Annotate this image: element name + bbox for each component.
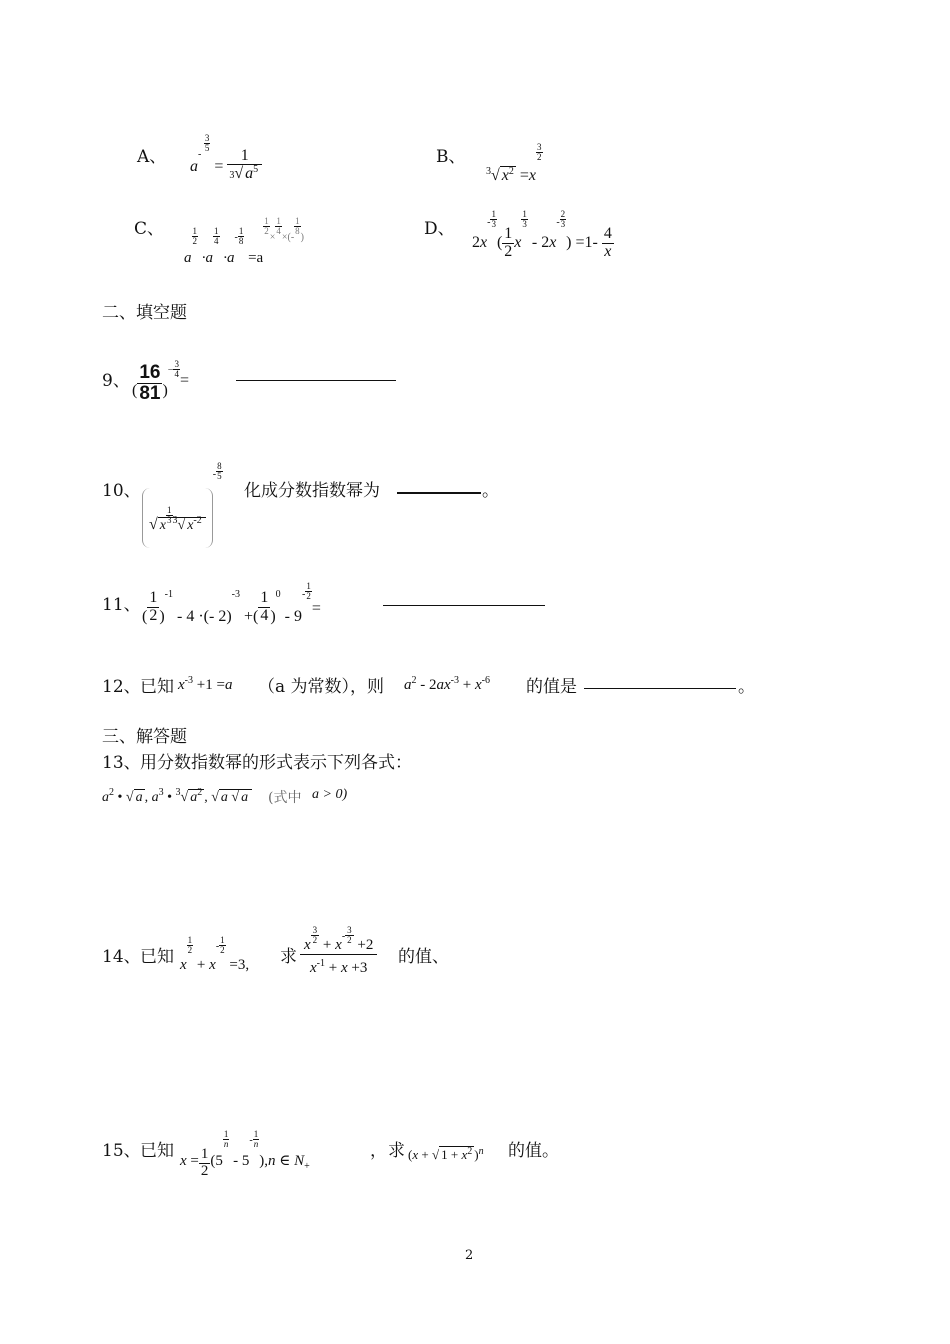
- q13-condition-prefix: (式中: [268, 790, 302, 806]
- q15-pre: 已知: [140, 1141, 174, 1161]
- q9-expression: ( $\frac{16}{81}$ )− $\frac{3}{4}=$: [132, 359, 189, 404]
- q10-end: 。: [482, 481, 499, 501]
- q12-number: 12、: [102, 677, 141, 697]
- q13-expression: $a^2$ • √ a , $a^3$ • $^3$√ $a^2$ , √ a √ a: [102, 787, 252, 806]
- q11-expression: ( $\frac{1}{2}$ )$^{-1}$ - 4 ·(- 2)$^{-3}$ +( $\frac{1}{4}$ )$^0$ - 9- $\frac{1}{2}=$: [142, 581, 321, 625]
- page-number: 2: [465, 1248, 474, 1263]
- option-b-expression: $^3$√ $x^2 =x$ $\frac{3}{2}$: [486, 142, 542, 184]
- q15-expression: (x + √ $1 + x^2$ )$^n$: [408, 1146, 484, 1162]
- option-a-expression: a- $\frac{3}{5}$ = $\frac{1}{3√ a^5}$: [190, 136, 262, 173]
- option-a-label: A、: [137, 147, 167, 167]
- q14-post: 的值、: [398, 947, 449, 967]
- q12-expression: $a^2 - 2ax^{-3} + x^{-6}$: [404, 675, 490, 693]
- q10-answer-blank[interactable]: [397, 476, 481, 494]
- section-title-fill-in: 二、填空题: [102, 303, 187, 323]
- option-c-label: C、: [134, 219, 165, 239]
- option-b-label: B、: [436, 147, 466, 167]
- q12-note: （a 为常数），则: [258, 677, 385, 697]
- q13-number: 13、: [102, 753, 141, 773]
- q12-end: 。: [738, 677, 755, 697]
- q14-condition: x $\frac{1}{2} + x^-$ $\frac{1}{2} =3$,: [180, 935, 250, 973]
- q14-number: 14、: [102, 947, 141, 967]
- q12-answer-blank[interactable]: [584, 672, 736, 689]
- q10-number: 10、: [102, 481, 141, 501]
- section-title-answer: 三、解答题: [102, 727, 187, 747]
- q15-number: 15、: [102, 1141, 141, 1161]
- q15-condition: x = $\frac{1}{2}$ (5 $\frac{1}{n} - 5^-$ $\frac{1}{n}),n$ ∈ $N_+$: [180, 1129, 310, 1180]
- q13-text: 用分数指数幂的形式表示下列各式：: [140, 753, 412, 773]
- q9-number: 9、: [102, 371, 130, 391]
- q12-pre: 已知: [140, 677, 174, 697]
- q14-ask: 求: [280, 947, 297, 967]
- q13-condition: a > 0): [312, 787, 348, 802]
- option-c-expression: a $\frac{1}{2} \cdot a$ $\frac{1}{4} \cdot a^-$ $\frac{1}{8} =a$ $^{\frac{1}{2}\times \frac{1}{4}\times(- \frac{1}{8})}$: [184, 216, 305, 266]
- q15-post: 的值。: [508, 1141, 559, 1161]
- q9-answer-blank[interactable]: [236, 365, 396, 381]
- q15-ask: 求: [388, 1141, 405, 1161]
- q15-comma: ，: [370, 1141, 387, 1161]
- q14-pre: 已知: [140, 947, 174, 967]
- q14-fraction: x $\frac{3}{2}$ + x- $\frac{3}{2}$ +2 $x^{-1} + x +3$: [300, 926, 377, 977]
- q10-text: 化成分数指数幂为: [244, 481, 380, 501]
- q11-answer-blank[interactable]: [383, 590, 545, 606]
- option-d-label: D、: [424, 219, 455, 239]
- option-d-expression: 2x- $\frac{1}{3}$( $\frac{1}{2}$ x $\frac{1}{3} - 2x^-$ $\frac{2}{3}) =1-$ $\frac{4}{x}$: [472, 209, 612, 260]
- q12-post: 的值是: [526, 677, 577, 697]
- q10-expression: √ x $\frac{1}{3}^3√$ $x^{-2-}$ $\frac{8}{5}$: [142, 462, 223, 548]
- q11-number: 11、: [102, 595, 141, 615]
- q12-condition: $x^{-3} +1 =a$: [178, 675, 233, 693]
